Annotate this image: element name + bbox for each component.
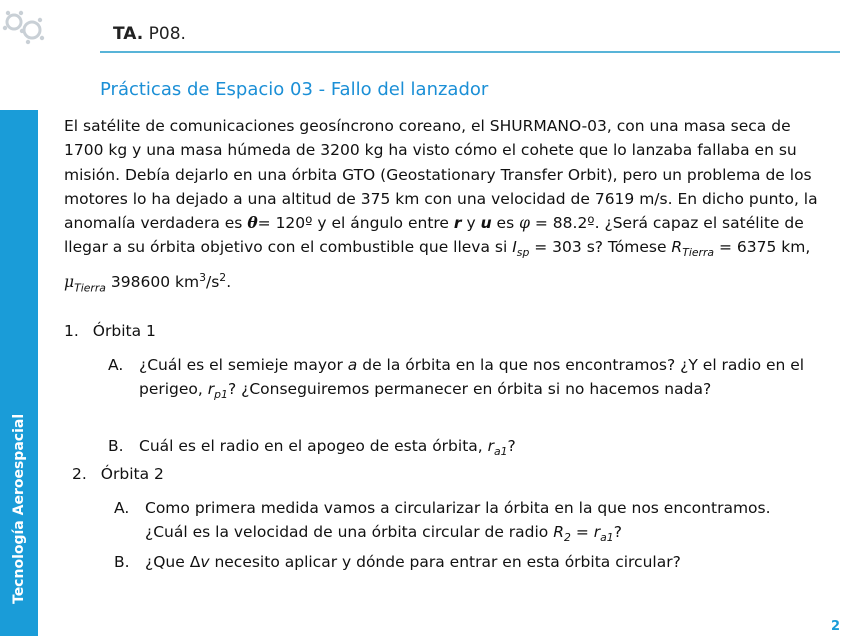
intro-text-10: . [226, 273, 232, 292]
intro-text-1: El satélite de comunicaciones geosíncrono coreano, el SHURMANO-03, con una masa seca de 1700 kg y una masa húmeda de 3200 kg ha visto cómo el cohete que lo lanzaba fallaba en su misión. Debía dejarlo en una órbita GTO (Geostationary Transfer Orbit), pero un problema de los motores lo ha dejado a una altitud de 375 km con una velocidad de 7619 m/s. En dicho punto, la anomalía verdadera es [64, 117, 818, 233]
item-label: A. [114, 499, 130, 517]
item-text: ? ¿Conseguiremos permanecer en órbita si no hacemos nada? [227, 380, 712, 399]
section-label: Órbita 1 [92, 322, 156, 340]
intro-text-6: = 303 s? Tómese [529, 238, 672, 257]
mu-symbol: μ [64, 273, 75, 292]
item-text: ? [507, 437, 516, 455]
logo-icon [2, 8, 46, 48]
section-number: 1. [64, 322, 79, 340]
page-title: Prácticas de Espacio 03 - Fallo del lanzador [100, 79, 489, 100]
intro-text-3: y [461, 214, 481, 233]
sidebar-label: Tecnología Aeroespacial [11, 413, 27, 604]
r-symbol: r [453, 214, 462, 233]
isp-subscript: sp [516, 246, 530, 260]
section-label: Órbita 2 [100, 465, 164, 483]
item-orbita-1-b [108, 434, 808, 465]
ra-symbol: r [593, 523, 601, 542]
mu-subscript: Tierra [74, 281, 106, 295]
item-label: A. [108, 356, 124, 374]
ra-subscript: a1 [600, 531, 614, 545]
isp-symbol: I [512, 238, 517, 257]
ra-symbol: r [487, 437, 494, 455]
item-label: B. [108, 437, 124, 455]
a-symbol: a [347, 356, 358, 374]
problem-statement [64, 114, 824, 300]
r2-subscript: 2 [564, 531, 571, 545]
document-code [113, 24, 186, 44]
item-text: ¿Cuál es el semieje mayor [139, 356, 348, 374]
item-text: Como primera medida vamos a circularizar la órbita en la que nos encontramos. ¿Cuál es la velocidad de una órbita circular de radio [145, 499, 771, 542]
item-text: necesito aplicar y dónde para entrar en esta órbita circular? [209, 553, 681, 571]
intro-text-2: = 120º y el ángulo entre [257, 214, 454, 233]
rp-symbol: r [207, 380, 215, 399]
intro-text-5: = 88.2º. ¿Será capaz el satélite de llegar a su órbita objetivo con el combustible que lleva si [64, 214, 804, 257]
section-number: 2. [72, 465, 87, 483]
v-symbol: v [200, 553, 210, 571]
s-superscript: 2 [219, 270, 227, 284]
document-code-bold: TA. [113, 24, 144, 44]
intro-text-4: es [491, 214, 520, 233]
radius-symbol: R [671, 238, 683, 257]
item-orbita-1-a [108, 353, 808, 408]
radius-subscript: Tierra [682, 246, 715, 260]
intro-text-9: /s [205, 273, 220, 292]
ra-subscript: a1 [494, 445, 508, 459]
item-text: de la órbita en la que nos encontramos? ¿Y el radio en el perigeo, [139, 356, 805, 399]
document-code-rest: P08. [143, 24, 186, 44]
item-text: ? [613, 523, 622, 542]
rp-subscript: p1 [214, 388, 228, 402]
r2-symbol: R [553, 523, 565, 542]
intro-text-7: = 6375 km, [714, 238, 811, 257]
item-text: ¿Que Δ [145, 553, 201, 571]
page-number: 2 [830, 619, 840, 634]
section-orbita-2 [72, 465, 164, 483]
intro-text-8: 398600 km [105, 273, 200, 292]
item-text: = [570, 523, 594, 542]
u-symbol: u [480, 214, 492, 233]
item-orbita-2-a [114, 496, 804, 551]
sidebar-band [0, 110, 38, 636]
theta-symbol: θ [247, 213, 258, 233]
item-label: B. [114, 553, 130, 571]
item-text: Cuál es el radio en el apogeo de esta órbita, [139, 437, 488, 455]
header-divider [100, 51, 840, 53]
phi-symbol: φ [519, 214, 530, 233]
item-orbita-2-b [114, 550, 804, 574]
section-orbita-1 [64, 322, 156, 340]
km-superscript: 3 [199, 270, 206, 284]
